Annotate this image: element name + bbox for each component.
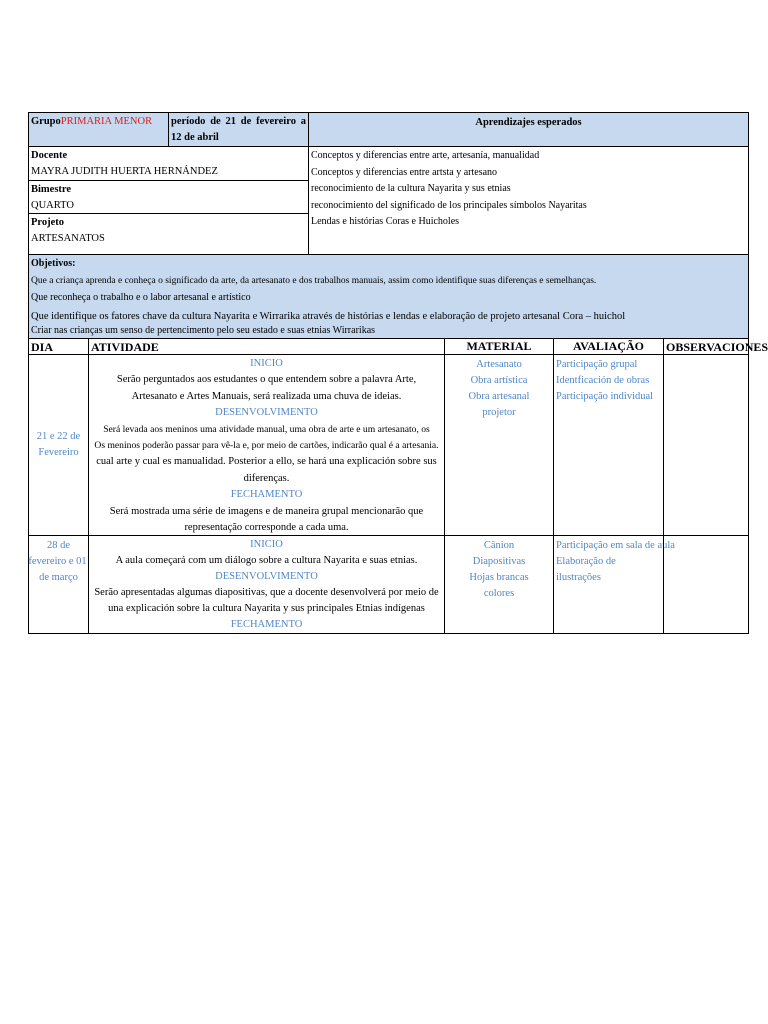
row2-dia-line: de março bbox=[39, 572, 78, 583]
observaciones-header bbox=[663, 338, 768, 355]
row2-desenvolvimento-text: una explicación sobre la cultura Nayarita y sus principales Etnias indígenas bbox=[108, 603, 425, 614]
projeto-cell bbox=[28, 213, 309, 255]
row1-inicio-heading: INICIO bbox=[250, 358, 283, 369]
periodo-cell bbox=[168, 112, 309, 147]
row1-avaliacao bbox=[553, 354, 664, 536]
row1-inicio-text: Serão perguntados aos estudantes o que entendem sobre a palavra Arte, bbox=[116, 374, 417, 386]
row2-desenvolvimento-heading: DESENVOLVIMENTO bbox=[215, 571, 318, 582]
bimestre-label: Bimestre bbox=[31, 184, 72, 195]
row2-dia-line: 28 de bbox=[46, 540, 71, 551]
aprendizaje-item: Lendas e histórias Coras e Huicholes bbox=[311, 216, 460, 227]
row2-material-item: Hojas brancas bbox=[469, 572, 529, 583]
dia-header bbox=[28, 338, 89, 355]
row2-atividade bbox=[88, 535, 445, 634]
row1-fechamento-text: Será mostrada uma série de imagens e de maneira grupal mencionarão que bbox=[109, 505, 424, 517]
objetivo-item: Que a criança aprenda e conheça o significado da arte, da artesanato e dos trabalhos manuais, assim como identifique suas diferenças e semelhanças. bbox=[31, 275, 597, 286]
row2-inicio-text: A aula começará com um diálogo sobre a cultura Nayarita e suas etnias. bbox=[115, 555, 418, 566]
avaliacao-header bbox=[553, 338, 664, 355]
objetivos-cell bbox=[28, 254, 749, 339]
aprendizajes-header bbox=[308, 112, 749, 147]
docente-cell bbox=[28, 146, 309, 181]
row1-desenvolvimento-text: Será levada aos meninos uma atividade manual, uma obra de arte e um artesanato, os bbox=[103, 423, 430, 435]
row2-dia bbox=[28, 535, 89, 634]
row2-inicio-heading: INICIO bbox=[250, 539, 283, 550]
row1-avaliacao-item: Participação individual bbox=[556, 391, 654, 402]
aprendizajes-list bbox=[308, 146, 749, 255]
objetivo-item: Que identifique os fatores chave da cultura Nayarita e Wirrarika através de histórias e lendas e elaboração de projeto artesanal Cora – huichol bbox=[31, 310, 626, 322]
row2-material bbox=[444, 535, 554, 634]
row1-avaliacao-item: Identficación de obras bbox=[556, 375, 650, 386]
row2-avaliacao-item: Elaboração de bbox=[556, 556, 616, 567]
row1-desenvolvimento-text: diferenças. bbox=[243, 472, 290, 484]
row2-dia-line: fevereiro e 01 bbox=[28, 556, 87, 567]
row2-avaliacao bbox=[553, 535, 675, 634]
dia-header-label: DIA bbox=[31, 340, 54, 354]
row1-desenvolvimento-heading: DESENVOLVIMENTO bbox=[215, 407, 318, 419]
material-header bbox=[444, 338, 554, 355]
row1-material-item: Obra artística bbox=[470, 375, 528, 386]
row2-material-item: Cânion bbox=[483, 540, 515, 551]
row1-desenvolvimento-text: Os meninos poderão passar para vê-la e, por meio de cartões, indicarão qual é a artesania. bbox=[94, 440, 439, 452]
projeto-value: ARTESANATOS bbox=[31, 233, 105, 244]
row1-avaliacao-item: Participação grupal bbox=[556, 359, 638, 370]
row1-inicio-text: Artesanato e Artes Manuais, será realizada uma chuva de ideias. bbox=[131, 390, 402, 402]
docente-label: Docente bbox=[31, 150, 68, 161]
periodo-text: período de 21 de fevereiro a 12 de abril bbox=[171, 116, 306, 143]
aprendizaje-item: reconocimiento de la cultura Nayarita y sus etnias bbox=[311, 183, 511, 194]
row2-material-item: Diapositivas bbox=[472, 556, 526, 567]
row2-avaliacao-item: ilustrações bbox=[556, 572, 601, 583]
row1-desenvolvimento-text: cual arte y cual es manualidad. Posterior a ello, se hará una explicación sobre sus bbox=[96, 456, 437, 468]
row1-observaciones bbox=[663, 354, 749, 536]
row2-avaliacao-item: Participação em sala de aula bbox=[556, 540, 675, 551]
row2-fechamento-heading: FECHAMENTO bbox=[230, 619, 303, 630]
row1-dia-line: 21 e 22 de bbox=[36, 431, 81, 442]
row1-material-item: Artesanato bbox=[476, 359, 522, 370]
grupo-cell bbox=[28, 112, 169, 147]
material-header-label: MATERIAL bbox=[466, 339, 532, 353]
row1-material-item: Obra artesanal bbox=[468, 391, 530, 402]
aprendizajes-title: Aprendizajes esperados bbox=[475, 117, 582, 128]
row1-material-item: projetor bbox=[482, 407, 516, 418]
row1-fechamento-heading: FECHAMENTO bbox=[230, 489, 303, 501]
row1-material bbox=[444, 354, 554, 536]
projeto-label: Projeto bbox=[31, 217, 65, 228]
row1-dia bbox=[28, 354, 89, 536]
observaciones-header-label: OBSERVACIONES bbox=[666, 340, 768, 354]
row1-atividade bbox=[88, 354, 445, 536]
objetivos-label: Objetivos: bbox=[31, 258, 76, 269]
row2-desenvolvimento-text: Serão apresentadas algumas diapositivas, que a docente desenvolverá por meio de bbox=[94, 587, 439, 598]
objetivo-item: Que reconheça o trabalho e o labor artesanal e artístico bbox=[31, 292, 251, 303]
aprendizaje-item: Conceptos y diferencias entre arte, artesanía, manualidad bbox=[311, 150, 540, 161]
atividade-header-label: ATIVIDADE bbox=[91, 340, 159, 354]
row2-observaciones bbox=[663, 535, 749, 634]
bimestre-value: QUARTO bbox=[31, 200, 74, 211]
objetivo-item: Criar nas crianças um senso de pertencimento pelo seu estado e suas etnias Wirrarikas bbox=[31, 324, 376, 336]
grupo-value: PRIMARIA MENOR bbox=[60, 116, 153, 127]
aprendizaje-item: reconocimiento del significado de los principales símbolos Nayaritas bbox=[311, 199, 587, 211]
aprendizaje-item: Conceptos y diferencias entre artsta y artesano bbox=[311, 166, 498, 178]
grupo-label: Grupo bbox=[31, 116, 61, 127]
row1-fechamento-text: representação corresponde a cada uma. bbox=[184, 522, 349, 534]
avaliacao-header-label: AVALIAÇÃO bbox=[573, 339, 644, 353]
row1-dia-line: Fevereiro bbox=[38, 447, 79, 458]
row2-material-item: colores bbox=[483, 588, 515, 599]
atividade-header bbox=[88, 338, 445, 355]
docente-value: MAYRA JUDITH HUERTA HERNÁNDEZ bbox=[31, 166, 218, 177]
bimestre-cell bbox=[28, 180, 309, 214]
